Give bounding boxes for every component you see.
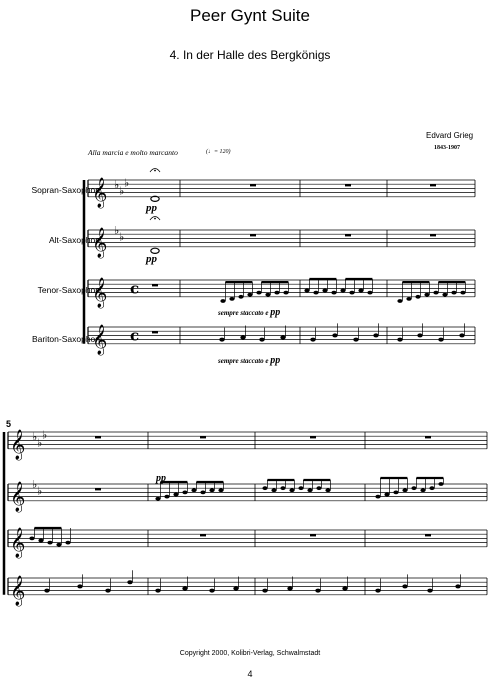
- whole-rest: [152, 284, 158, 286]
- note-head: [77, 584, 82, 588]
- note-head: [455, 584, 460, 588]
- note-head: [349, 291, 354, 295]
- note-head: [353, 338, 358, 342]
- note-head: [322, 289, 327, 293]
- note-head: [313, 291, 318, 295]
- composer-dates: 1843-1907: [434, 145, 460, 151]
- whole-rest: [430, 234, 436, 236]
- note-head: [393, 491, 398, 495]
- note-head: [340, 289, 345, 293]
- instrument-label-baritone: Bariton-Saxophon: [31, 334, 100, 344]
- note-head: [182, 587, 187, 591]
- note-head: [56, 543, 61, 547]
- note-head: [155, 497, 160, 501]
- movement-title: 4. In der Halle des Bergkönigs: [169, 48, 331, 62]
- note-head: [47, 541, 52, 545]
- note-head: [229, 297, 234, 301]
- whole-rest: [95, 436, 101, 438]
- note-head: [460, 291, 465, 295]
- whole-rest: [425, 436, 431, 438]
- flat-sign: ♭: [37, 436, 43, 450]
- treble-clef: 𝄞: [10, 575, 26, 606]
- note-head: [218, 488, 223, 492]
- flat-sign: ♭: [42, 428, 48, 442]
- measure-number: 5: [6, 419, 12, 429]
- treble-clef: 𝄞: [92, 177, 108, 208]
- note-head: [127, 580, 132, 584]
- note-head: [182, 491, 187, 495]
- note-head: [325, 488, 330, 492]
- note-head: [375, 589, 380, 593]
- expression-baritone: sempre staccato e pp: [218, 355, 281, 366]
- whole-note: [151, 248, 159, 253]
- whole-rest: [425, 534, 431, 536]
- note-head: [406, 297, 411, 301]
- note-head: [298, 486, 303, 490]
- note-head: [155, 589, 160, 593]
- fermata-dot: [154, 170, 156, 172]
- note-head: [191, 488, 196, 492]
- note-head: [262, 589, 267, 593]
- note-head: [173, 493, 178, 497]
- note-head: [219, 338, 224, 342]
- note-head: [283, 291, 288, 295]
- whole-rest: [152, 331, 158, 333]
- whole-rest: [310, 534, 316, 536]
- composer-name: Edvard Grieg: [426, 131, 474, 140]
- tempo-marking: Alla marcia e molto marcanto: [88, 148, 178, 157]
- note-head: [164, 495, 169, 499]
- note-head: [442, 293, 447, 297]
- expression-tenor: sempre staccato e pp: [218, 307, 281, 318]
- flat-sign: ♭: [124, 176, 130, 190]
- note-head: [402, 488, 407, 492]
- whole-rest: [200, 534, 206, 536]
- treble-clef: 𝄞: [92, 324, 108, 355]
- treble-clef: 𝄞: [10, 429, 26, 460]
- note-head: [200, 491, 205, 495]
- instrument-label-soprano: Sopran-Saxophon: [31, 185, 100, 195]
- note-head: [417, 333, 422, 337]
- note-head: [373, 333, 378, 337]
- fermata-dot: [154, 218, 156, 220]
- note-head: [402, 584, 407, 588]
- flat-sign: ♭: [32, 430, 38, 444]
- note-head: [274, 291, 279, 295]
- note-head: [233, 587, 238, 591]
- note-head: [289, 488, 294, 492]
- whole-rest: [250, 184, 256, 186]
- note-head: [429, 486, 434, 490]
- note-head: [342, 587, 347, 591]
- note-head: [280, 336, 285, 340]
- flat-sign: ♭: [119, 184, 125, 198]
- flat-sign: ♭: [32, 478, 38, 492]
- note-head: [358, 289, 363, 293]
- flat-sign: ♭: [119, 230, 125, 244]
- whole-rest: [430, 184, 436, 186]
- whole-rest: [345, 184, 351, 186]
- note-head: [420, 488, 425, 492]
- note-head: [247, 293, 252, 297]
- whole-rest: [95, 488, 101, 490]
- flat-sign: ♭: [37, 484, 43, 498]
- note-head: [105, 589, 110, 593]
- flat-sign: ♭: [114, 224, 120, 238]
- note-head: [209, 589, 214, 593]
- note-head: [438, 482, 443, 486]
- note-head: [316, 486, 321, 490]
- note-head: [332, 333, 337, 337]
- treble-clef: 𝄞: [10, 481, 26, 512]
- note-head: [438, 338, 443, 342]
- note-head: [44, 589, 49, 593]
- note-head: [259, 338, 264, 342]
- note-head: [411, 486, 416, 490]
- note-head: [304, 289, 309, 293]
- time-signature: c: [130, 279, 140, 298]
- dynamic-alto: pp: [146, 253, 157, 265]
- staff-lines: [8, 180, 487, 595]
- note-head: [433, 291, 438, 295]
- note-head: [265, 293, 270, 297]
- flat-sign: ♭: [114, 178, 120, 192]
- note-head: [240, 336, 245, 340]
- note-head: [415, 295, 420, 299]
- note-head: [220, 299, 225, 303]
- note-head: [271, 488, 276, 492]
- treble-clef: 𝄞: [92, 277, 108, 308]
- instrument-label-tenor: Tenor-Saxophon: [37, 285, 100, 295]
- note-head: [65, 541, 70, 545]
- note-head: [331, 291, 336, 295]
- dynamic-alto-system2: pp: [156, 473, 166, 484]
- whole-rest: [310, 436, 316, 438]
- note-head: [384, 493, 389, 497]
- whole-rest: [200, 436, 206, 438]
- note-head: [427, 589, 432, 593]
- time-signature: c: [130, 326, 140, 345]
- note-head: [209, 488, 214, 492]
- note-head: [307, 488, 312, 492]
- note-head: [280, 486, 285, 490]
- note-head: [256, 291, 261, 295]
- note-head: [238, 295, 243, 299]
- note-head: [287, 587, 292, 591]
- note-head: [367, 291, 372, 295]
- note-head: [38, 539, 43, 543]
- piece-title: Peer Gynt Suite: [189, 6, 310, 25]
- treble-clef: 𝄞: [10, 527, 26, 558]
- metronome-marking: (♩= 120): [206, 149, 231, 155]
- dynamic-soprano: pp: [146, 202, 157, 214]
- barlines: [4, 180, 487, 595]
- copyright-notice: Copyright 2000, Kolibri-Verlag, Schwalmstadt: [179, 650, 321, 657]
- whole-rest: [250, 234, 256, 236]
- note-head: [397, 299, 402, 303]
- treble-clef: 𝄞: [92, 227, 108, 258]
- note-head: [29, 537, 34, 541]
- note-head: [424, 293, 429, 297]
- note-head: [375, 495, 380, 499]
- note-head: [315, 589, 320, 593]
- page-number: 4: [247, 669, 253, 679]
- note-head: [310, 338, 315, 342]
- whole-rest: [345, 234, 351, 236]
- note-head: [397, 338, 402, 342]
- note-head: [451, 291, 456, 295]
- note-head: [262, 486, 267, 490]
- note-head: [459, 333, 464, 337]
- instrument-label-alto: Alt-Saxophon: [48, 235, 100, 245]
